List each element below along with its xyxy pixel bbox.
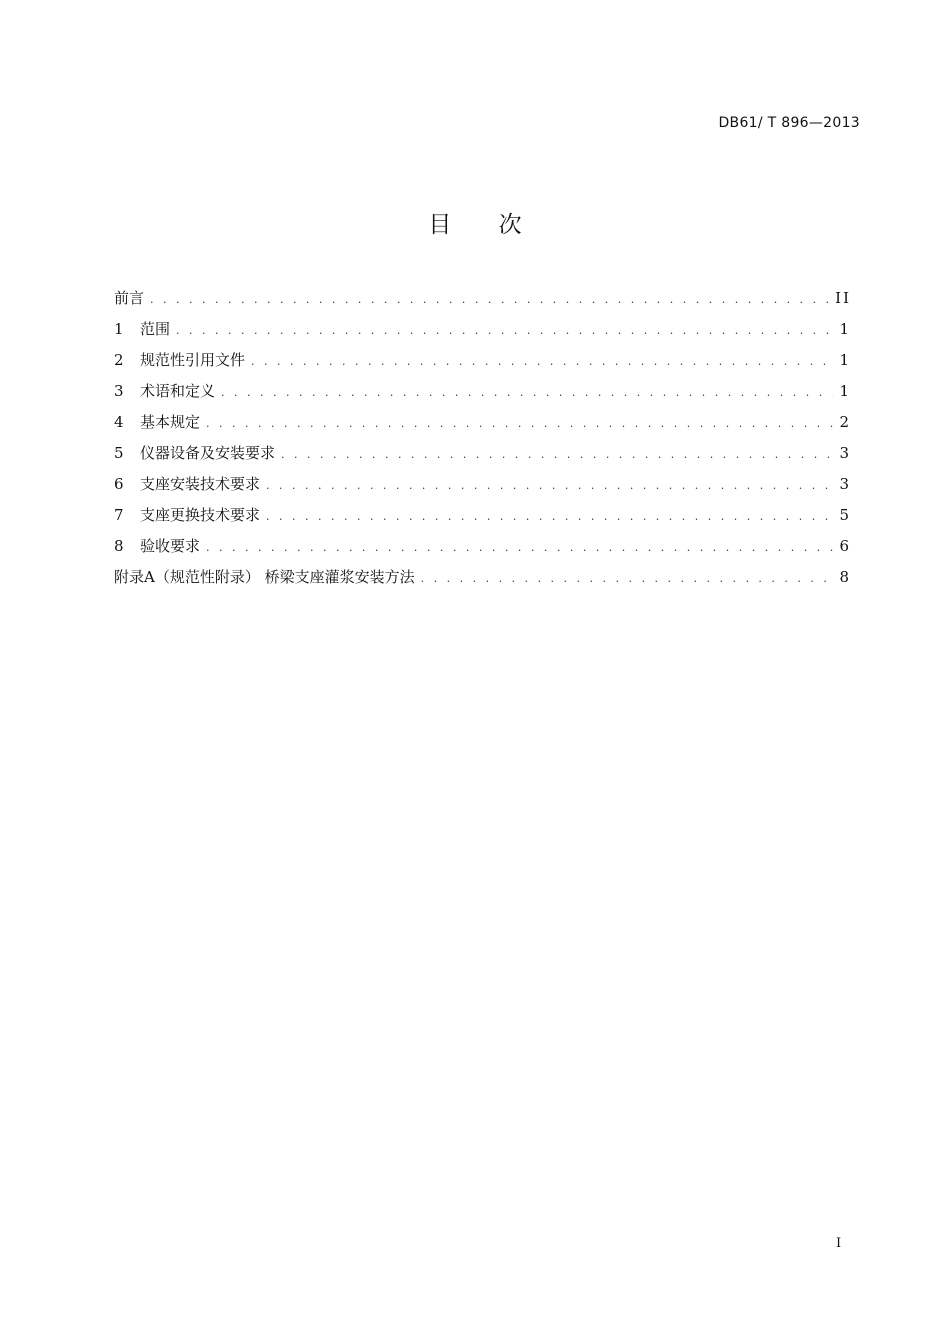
- toc-leader-dots: [150, 287, 831, 313]
- toc-entry-label: 验收要求: [140, 537, 201, 555]
- toc-entry-number: 3: [114, 382, 124, 400]
- toc-entry-number: 2: [114, 351, 124, 369]
- toc-entry-label: 前言: [114, 289, 145, 307]
- toc-entry-page: 5: [839, 506, 851, 524]
- toc-entry-equipment-requirements[interactable]: [114, 440, 851, 471]
- toc-entry-number: 7: [114, 506, 124, 524]
- toc-entry-acceptance[interactable]: [114, 533, 851, 564]
- toc-entry-bearing-replacement[interactable]: [114, 502, 851, 533]
- toc-entry-page: 1: [839, 382, 851, 400]
- toc-leader-dots: [176, 318, 833, 344]
- toc-leader-dots: [221, 380, 833, 406]
- toc-entry-normative-references[interactable]: [114, 347, 851, 378]
- toc-entry-page: 2: [839, 413, 851, 431]
- toc-leader-dots: [206, 535, 833, 561]
- page-number: I: [836, 1236, 842, 1251]
- toc-entry-number: 6: [114, 475, 124, 493]
- toc-entry-label: 基本规定: [140, 413, 201, 431]
- toc-entry-label: 术语和定义: [140, 382, 216, 400]
- toc-entry-page: 1: [839, 320, 851, 338]
- toc-entry-bearing-installation[interactable]: [114, 471, 851, 502]
- toc-entry-number: 4: [114, 413, 124, 431]
- toc-entry-page: 8: [839, 568, 851, 586]
- toc-entry-label: 范围: [140, 320, 171, 338]
- toc-entry-number: 8: [114, 537, 124, 555]
- toc-entry-page: 3: [839, 444, 851, 462]
- toc-entry-page: 3: [839, 475, 851, 493]
- toc-entry-scope[interactable]: [114, 316, 851, 347]
- toc-entry-preface[interactable]: [114, 285, 851, 316]
- toc-entry-label: 支座更换技术要求: [140, 506, 261, 524]
- toc-leader-dots: [266, 504, 833, 530]
- toc-leader-dots: [421, 566, 833, 592]
- toc-leader-dots: [206, 411, 833, 437]
- toc-entry-appendix-a[interactable]: [114, 564, 851, 595]
- toc-entry-page: 1: [839, 351, 851, 369]
- table-of-contents: [114, 285, 851, 595]
- toc-entry-label: 附录A（规范性附录） 桥梁支座灌浆安装方法: [114, 568, 415, 586]
- toc-leader-dots: [251, 349, 833, 375]
- toc-entry-terms-definitions[interactable]: [114, 378, 851, 409]
- toc-leader-dots: [266, 473, 833, 499]
- page-title: 目 次: [428, 212, 542, 238]
- toc-entry-label: 支座安装技术要求: [140, 475, 261, 493]
- toc-entry-label: 仪器设备及安装要求: [140, 444, 276, 462]
- toc-entry-page: 6: [839, 537, 851, 555]
- toc-entry-number: 1: [114, 320, 124, 338]
- toc-entry-label: 规范性引用文件: [140, 351, 246, 369]
- toc-leader-dots: [281, 442, 833, 468]
- toc-entry-basic-provisions[interactable]: [114, 409, 851, 440]
- toc-entry-page: II: [835, 289, 851, 307]
- document-code: DB61/ T 896—2013: [718, 115, 860, 131]
- toc-entry-number: 5: [114, 444, 124, 462]
